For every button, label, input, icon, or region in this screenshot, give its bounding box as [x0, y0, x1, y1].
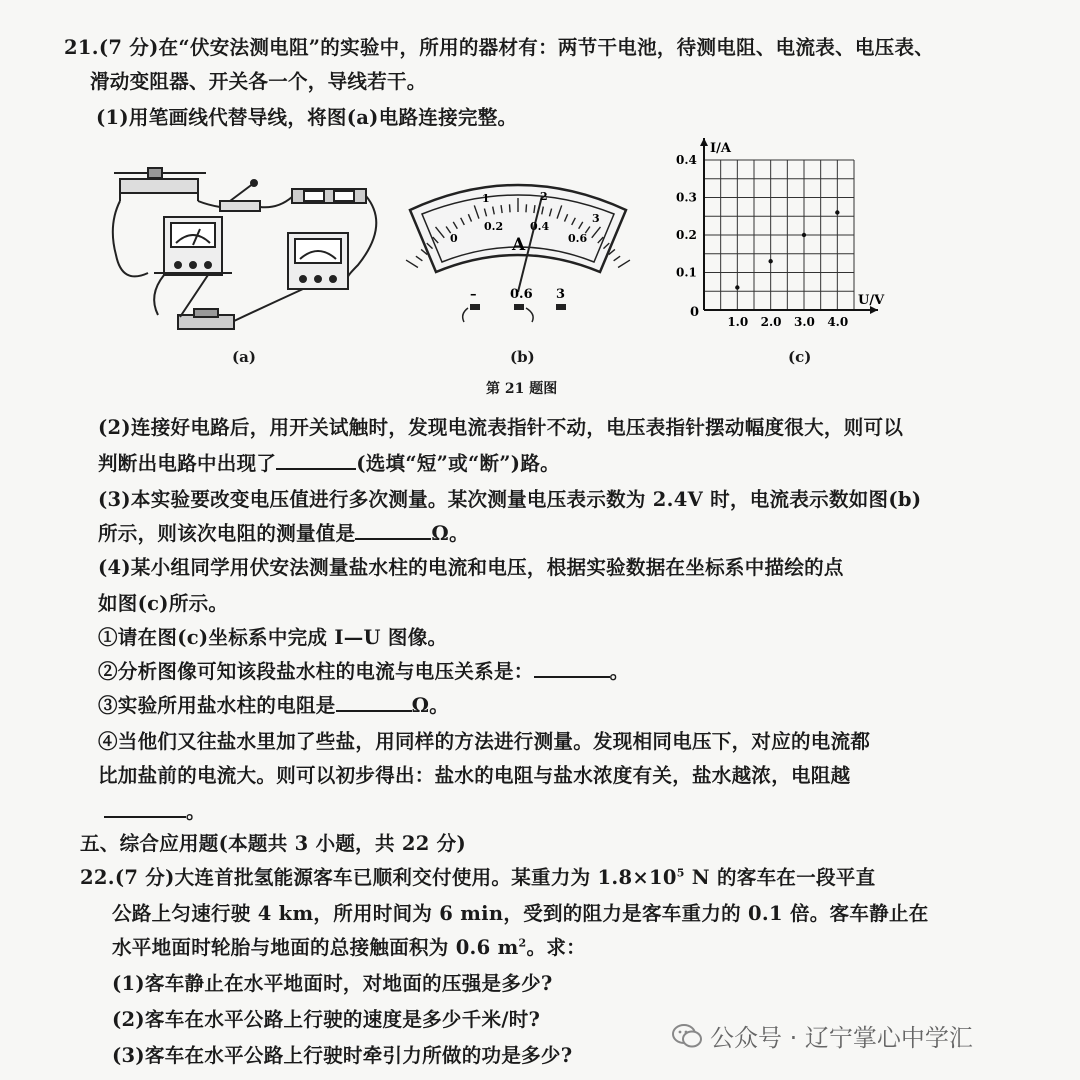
q21-part3-line2: 所示，则该次电阻的测量值是 Ω。 [98, 522, 469, 545]
y-axis-label: I/A [710, 141, 731, 156]
q22-sub3: (3)客车在水平公路上行驶时牵引力所做的功是多少? [112, 1044, 573, 1067]
fig-a-label: (a) [232, 348, 256, 366]
x-tick-label: 1.0 [727, 315, 749, 329]
iu-graph-figure-c [660, 130, 900, 330]
terminal-label: 0.6 [510, 287, 533, 302]
dial-tick-mark [614, 256, 620, 261]
section5-title: 五、综合应用题(本题共 3 小题，共 22 分) [80, 832, 467, 855]
q21-part4-item1: ①请在图(c)坐标系中完成 I—U 图像。 [98, 626, 448, 649]
rheostat [120, 179, 198, 193]
dial-top-tick: 3 [592, 212, 600, 225]
q21-part2-line2: 判断出电路中出现了 (选填“短”或“断”)路。 [98, 452, 560, 475]
q22-stem-line3: 水平地面时轮胎与地面的总接触面积为 0.6 $m^2$。求： [112, 936, 586, 959]
x-tick-label: 3.0 [794, 315, 815, 329]
data-point [802, 233, 806, 237]
terminal-post [470, 304, 480, 310]
q22-sub2: (2)客车在水平公路上行驶的速度是多少千米/时? [112, 1008, 541, 1031]
x-tick-label: 2.0 [760, 315, 782, 329]
dial-tick-mark [510, 204, 511, 212]
dial-tick-mark [406, 260, 418, 267]
terminal-post [556, 304, 566, 310]
terminal-post [514, 304, 524, 310]
q22-stem-line2: 公路上匀速行驶 4 km，所用时间为 6 min，受到的阻力是客车重力的 0.1 倍。客车静止在 [112, 902, 929, 925]
circuit-figure-a [108, 165, 393, 345]
q21-stem-line2: 滑动变阻器、开关各一个，导线若干。 [90, 70, 427, 93]
dial-tick-mark [416, 256, 422, 261]
q22-sub1: (1)客车静止在水平地面时，对地面的压强是多少? [112, 972, 553, 995]
dial-bottom-tick: 0 [450, 232, 458, 245]
q21-part4-item2: ②分析图像可知该段盐水柱的电流与电压关系是： 。 [98, 660, 630, 683]
q21-part4-item4-line1: ④当他们又往盐水里加了些盐，用同样的方法进行测量。发现相同电压下，对应的电流都 [98, 730, 871, 753]
q21-stem-line1: 21.(7 分)在“伏安法测电阻”的实验中，所用的器材有：两节干电池，待测电阻、电流表、电压表、 [64, 36, 935, 59]
terminal-label: – [470, 287, 477, 302]
answer-blank[interactable] [336, 692, 412, 712]
data-point [768, 259, 772, 263]
answer-blank[interactable] [534, 658, 610, 678]
dial-top-tick: 1 [482, 192, 490, 205]
answer-blank[interactable] [104, 798, 186, 818]
watermark [672, 1018, 973, 1053]
wechat-icon [672, 1023, 702, 1049]
ammeter-dial-figure-b [404, 180, 632, 330]
switch [220, 201, 260, 211]
ammeter-unit: A [512, 235, 526, 255]
q21-part4-item4-line3: 。 [104, 796, 206, 824]
fig-c-label: (c) [788, 348, 812, 366]
y-axis-arrow [700, 138, 708, 146]
q21-part4-line1: (4)某小组同学用伏安法测量盐水柱的电流和电压，根据实验数据在坐标系中描绘的点 [98, 556, 844, 579]
y-tick-label: 0.4 [676, 153, 697, 167]
terminal-label: 3 [556, 287, 566, 302]
origin-label: 0 [690, 305, 700, 320]
q21-part3-line1: (3)本实验要改变电压值进行多次测量。某次测量电压表示数为 2.4V 时，电流表示数如图(b) [98, 488, 922, 511]
dial-top-tick: 2 [540, 190, 548, 203]
watermark-text: 公众号 · 辽宁掌心中学汇 [710, 1024, 973, 1052]
dial-tick-mark [618, 260, 630, 267]
q21-part1: (1)用笔画线代替导线，将图(a)电路连接完整。 [96, 106, 518, 129]
y-tick-label: 0.2 [676, 228, 697, 242]
answer-blank[interactable] [276, 450, 356, 470]
data-point [835, 210, 839, 214]
q21-part4-line2: 如图(c)所示。 [98, 592, 229, 615]
x-tick-label: 4.0 [827, 315, 849, 329]
dial-bottom-tick: 0.4 [530, 220, 550, 233]
figure-caption: 第 21 题图 [486, 381, 558, 397]
y-tick-label: 0.1 [676, 265, 697, 280]
q21-part2-line1: (2)连接好电路后，用开关试触时，发现电流表指针不动，电压表指针摆动幅度很大，则可以 [98, 416, 904, 439]
q22-stem-line1: 22.(7 分)大连首批氢能源客车已顺利交付使用。某重力为 $1.8\times 10^5$ N 的客车在一段平直 [80, 866, 876, 889]
x-axis-label: U/V [858, 293, 885, 308]
q21-part4-item4-line2: 比加盐前的电流大。则可以初步得出：盐水的电阻与盐水浓度有关，盐水越浓，电阻越 [98, 764, 851, 787]
dial-tick-mark [526, 204, 527, 212]
dial-bottom-tick: 0.6 [568, 232, 588, 245]
answer-blank[interactable] [355, 520, 431, 540]
y-tick-label: 0.3 [676, 190, 697, 205]
dial-bottom-tick: 0.2 [484, 220, 504, 233]
q21-part4-item3: ③实验所用盐水柱的电阻是 Ω。 [98, 694, 450, 717]
fig-b-label: (b) [510, 348, 535, 366]
data-point [735, 285, 739, 289]
